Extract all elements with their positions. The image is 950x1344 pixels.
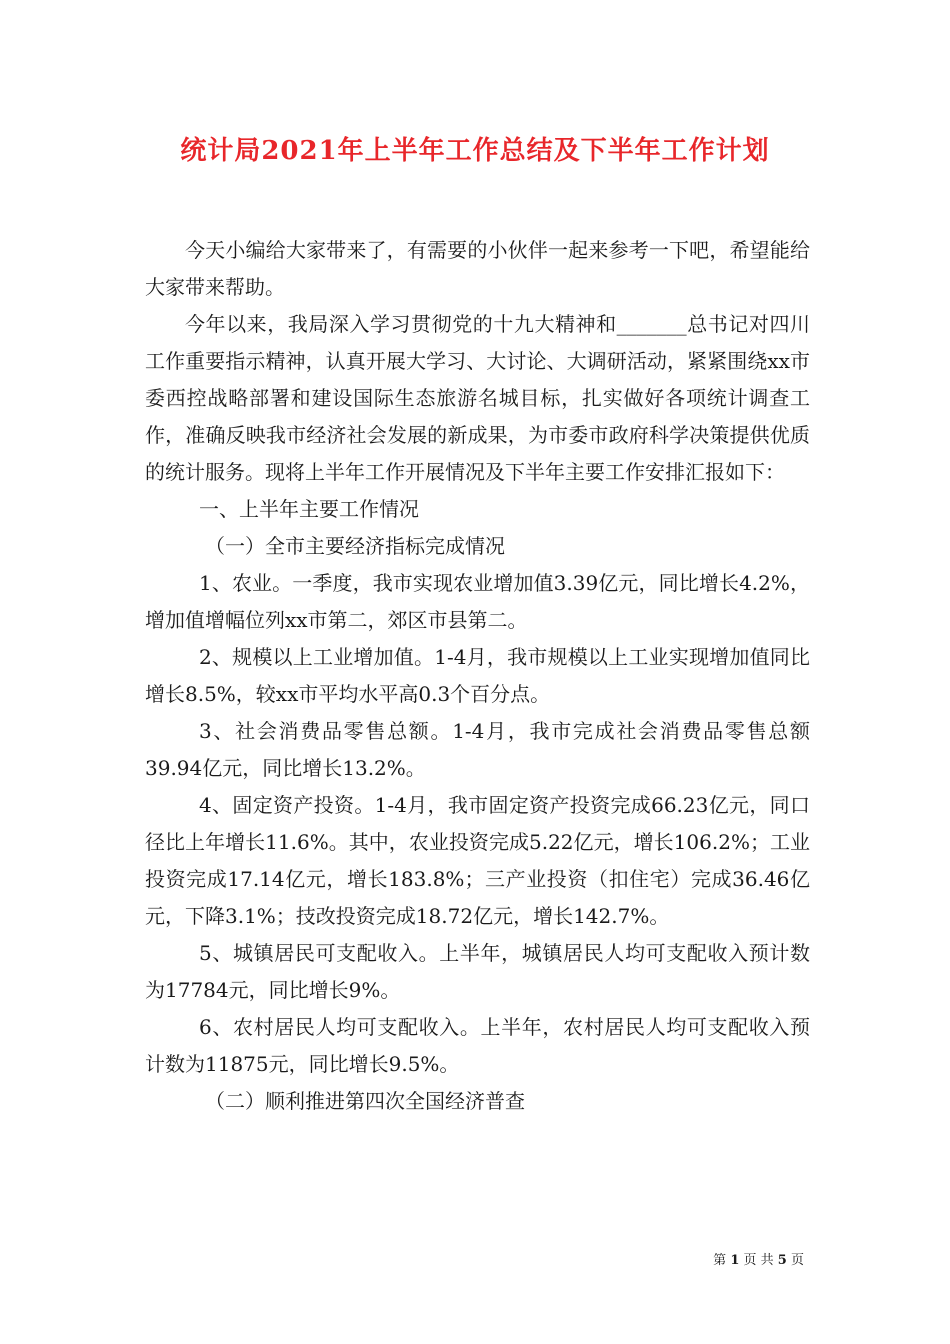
page-suffix: 页: [790, 1253, 804, 1268]
subsection-heading-2: （二）顺利推进第四次全国经济普查: [205, 1089, 525, 1113]
item-urban-income: 5、城镇居民可支配收入。上半年，城镇居民人均可支配收入预计数为17784元，同比增长9%。: [145, 941, 810, 1002]
item-investment: 4、固定资产投资。1-4月，我市固定资产投资完成66.23亿元，同口径比上年增长11.6%。其中，农业投资完成5.22亿元，增长106.2%；工业投资完成17.14亿元，增长183.8%；三产业投资（扣住宅）完成36.46亿元，下降3.1%；技改投资完成18.72亿元，增长142.7%。: [145, 793, 810, 928]
item-rural-income: 6、农村居民人均可支配收入。上半年，农村居民人均可支配收入预计数为11875元，同比增长9.5%。: [145, 1015, 810, 1076]
item-agriculture: 1、农业。一季度，我市实现农业增加值3.39亿元，同比增长4.2%，增加值增幅位列xx市第二，郊区市县第二。: [145, 571, 810, 632]
document-title: 统计局2021年上半年工作总结及下半年工作计划: [180, 136, 770, 166]
item-retail: 3、社会消费品零售总额。1-4月，我市完成社会消费品零售总额39.94亿元，同比增长13.2%。: [145, 719, 810, 780]
summary-paragraph: 今年以来，我局深入学习贯彻党的十九大精神和_______总书记对四川工作重要指示精神，认真开展大学习、大讨论、大调研活动，紧紧围绕xx市委西控战略部署和建设国际生态旅游名城目标，扎实做好各项统计调查工作，准确反映我市经济社会发展的新成果，为市委市政府科学决策提供优质的统计服务。现将上半年工作开展情况及下半年主要工作安排汇报如下：: [145, 312, 810, 484]
total-pages: 5: [777, 1253, 787, 1268]
current-page: 1: [730, 1253, 740, 1268]
page-prefix: 第: [713, 1253, 727, 1268]
subsection-heading: （一）全市主要经济指标完成情况: [205, 534, 505, 558]
item-industry: 2、规模以上工业增加值。1-4月，我市规模以上工业实现增加值同比增长8.5%，较xx市平均水平高0.3个百分点。: [145, 645, 810, 706]
page-number: [0, 1249, 804, 1268]
page-middle: 页 共: [743, 1253, 774, 1268]
document-body: [145, 232, 810, 1120]
intro-paragraph: 今天小编给大家带来了，有需要的小伙伴一起来参考一下吧，希望能给大家带来帮助。: [145, 238, 810, 299]
section-heading: 一、上半年主要工作情况: [199, 497, 419, 521]
